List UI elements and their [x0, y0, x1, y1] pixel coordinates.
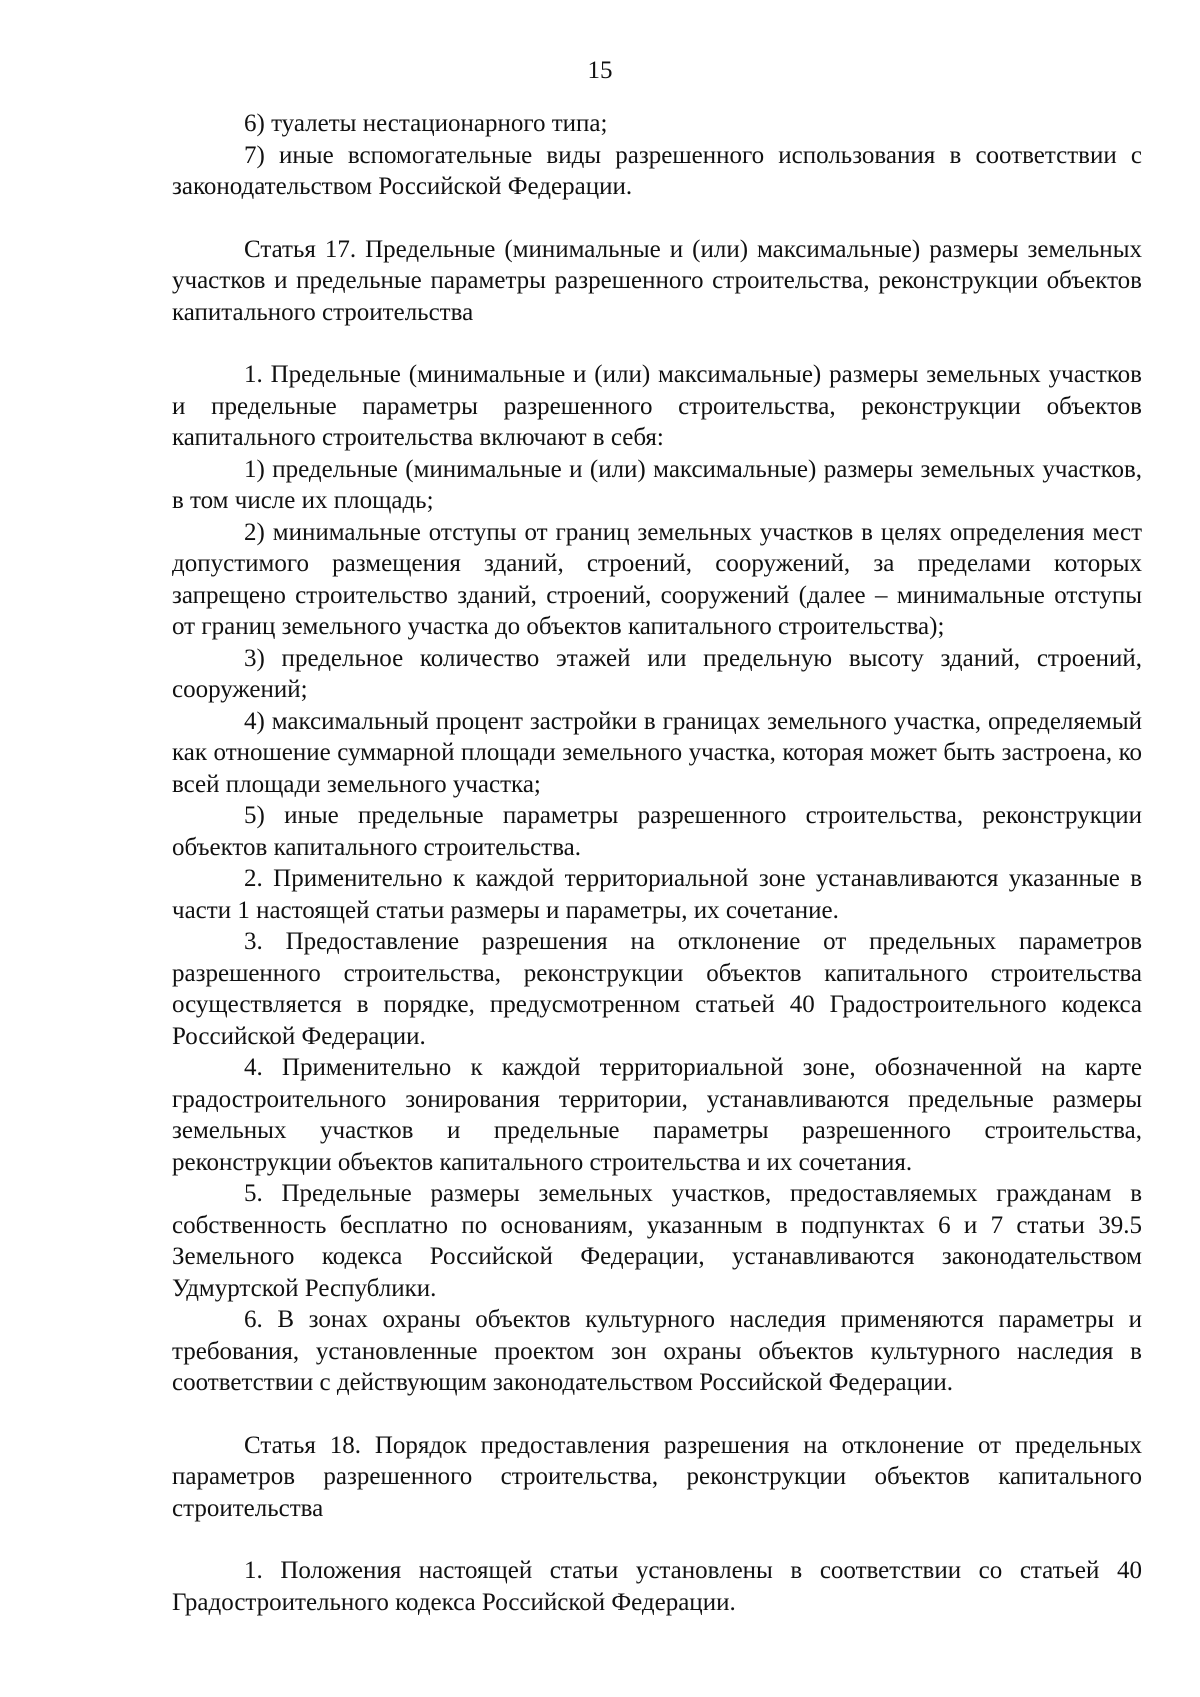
page-number: 15: [587, 57, 613, 84]
article-17-part-4: 4. Применительно к каждой территориальной зоне, обозначенной на карте градостроительного зонирования территории, устанавливаются предельные размеры земельных участков и предельные параметры разрешенного строительства, реконструкции объектов капитального строительства и их сочетания.: [172, 1054, 1142, 1176]
article-17-part-2: 2. Применительно к каждой территориальной зоне устанавливаются указанные в части 1 настоящей статьи размеры и параметры, их сочетание.: [172, 865, 1142, 924]
article-18-heading: Статья 18. Порядок предоставления разрешения на отклонение от предельных параметров разрешенного строительства, реконструкции объектов капитального строительства: [172, 1431, 1142, 1522]
article-17-part-1: 1. Предельные (минимальные и (или) максимальные) размеры земельных участков и предельные параметры разрешенного строительства, реконструкции объектов капитального строительства включают в себя:: [172, 361, 1142, 451]
article-18-part-1: 1. Положения настоящей статьи установлены в соответствии со статьей 40 Градостроительного кодекса Российской Федерации.: [172, 1557, 1142, 1616]
article-17-item-1: 1) предельные (минимальные и (или) максимальные) размеры земельных участков, в том числе их площадь;: [172, 455, 1142, 514]
article-17-heading: Статья 17. Предельные (минимальные и (или) максимальные) размеры земельных участков и предельные параметры разрешенного строительства, реконструкции объектов капитального строительства: [172, 235, 1142, 326]
article-17-item-4: 4) максимальный процент застройки в границах земельного участка, определяемый как отношение суммарной площади земельного участка, которая может быть застроена, ко всей площади земельного участка;: [172, 707, 1142, 798]
article-17-item-5: 5) иные предельные параметры разрешенного строительства, реконструкции объектов капитального строительства.: [172, 802, 1142, 861]
article-17-part-5: 5. Предельные размеры земельных участков, предоставляемых гражданам в собственность бесплатно по основаниям, указанным в подпунктах 6 и 7 статьи 39.5 Земельного кодекса Российской Федерации, устанавливаются законодательством Удмуртской Республики.: [172, 1180, 1142, 1302]
document-body: [172, 108, 1142, 1618]
article-17-item-3: 3) предельное количество этажей или предельную высоту зданий, строений, сооружений;: [172, 644, 1142, 703]
article-17-part-6: 6. В зонах охраны объектов культурного наследия применяются параметры и требования, установленные проектом зон охраны объектов культурного наследия в соответствии с действующим законодательством Российской Федерации.: [172, 1306, 1142, 1396]
article-17-part-3: 3. Предоставление разрешения на отклонение от предельных параметров разрешенного строительства, реконструкции объектов капитального строительства осуществляется в порядке, предусмотренном статьей 40 Градостроительного кодекса Российской Федерации.: [172, 928, 1142, 1050]
list-item-7-other-uses: 7) иные вспомогательные виды разрешенного использования в соответствии с законодательством Российской Федерации.: [172, 141, 1142, 200]
article-17-item-2: 2) минимальные отступы от границ земельных участков в целях определения мест допустимого размещения зданий, строений, сооружений, за пределами которых запрещено строительство зданий, строений, сооружений (далее – минимальные отступы от границ земельного участка до объектов капитального строительства);: [172, 518, 1142, 640]
list-item-6-toilets: 6) туалеты нестационарного типа;: [244, 110, 608, 137]
